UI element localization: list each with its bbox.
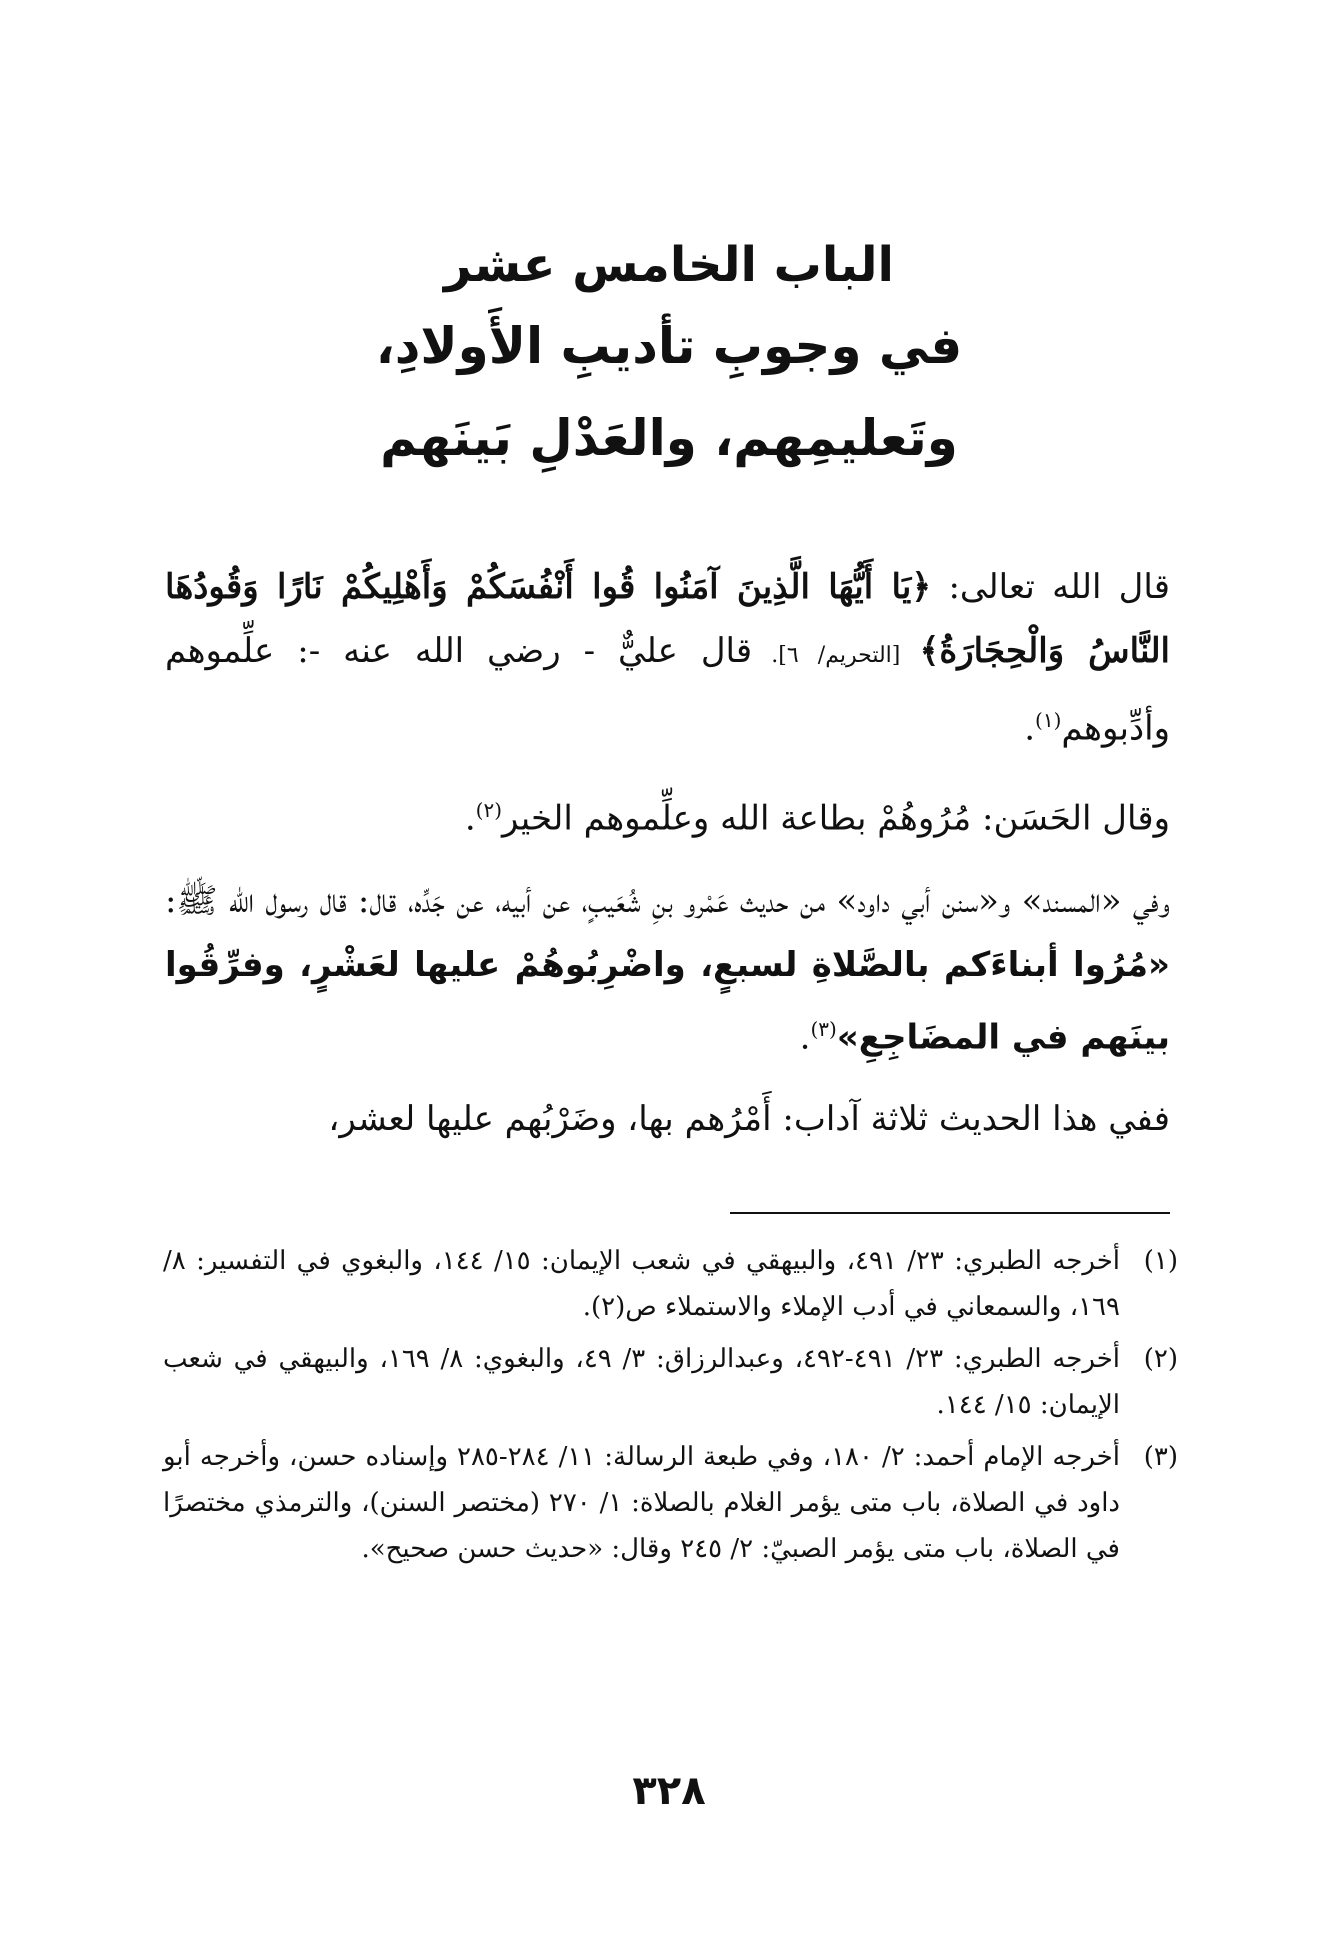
sentence-end: . bbox=[1024, 708, 1036, 749]
sentence-end: . bbox=[464, 798, 476, 839]
footnote-ref-3[interactable]: (٣) bbox=[810, 1016, 837, 1041]
footnote-ref-1[interactable]: (١) bbox=[1035, 708, 1062, 732]
verse-intro: قال الله تعالى: bbox=[931, 567, 1171, 607]
footnote-marker: (١) bbox=[1143, 1246, 1178, 1276]
paragraph-commentary bbox=[165, 1087, 1170, 1151]
footnotes bbox=[163, 1238, 1178, 1578]
footnote-text: أخرجه الطبري: ٢٣/ ٤٩١، والبيهقي في شعب الإيمان: ١٥/ ١٤٤، والبغوي في التفسير: ٨/ ١٦٩، والسمعاني في أدب الإملاء والاستملاء ص(٢). bbox=[163, 1246, 1120, 1322]
sentence-end: . bbox=[799, 1016, 811, 1057]
hasan-saying: وقال الحَسَن: مُرُوهُمْ بطاعة الله وعلِّموهم الخير bbox=[502, 798, 1170, 839]
paragraph-hasan-saying bbox=[165, 778, 1170, 850]
chapter-number: الباب الخامس عشر bbox=[444, 237, 894, 293]
quran-verse: ﴿يَا أَيُّهَا الَّذِينَ آمَنُوا قُوا أَنْفُسَكُمْ وَأَهْلِيكُمْ نَارًا وَقُودُهَا النَّاسُ وَالْحِجَارَةُ﴾ bbox=[165, 567, 1171, 671]
footnote-separator bbox=[730, 1212, 1170, 1214]
paragraph-hadith bbox=[165, 869, 1170, 1069]
footnote-text: أخرجه الإمام أحمد: ٢/ ١٨٠، وفي طبعة الرسالة: ١١/ ٢٨٤-٢٨٥ وإسناده حسن، وأخرجه أبو داود في الصلاة، باب متى يؤمر الغلام بالصلاة: ١/ ٢٧٠ (مختصر السنن)، والترمذي مختصرًا في الصلاة، باب متى يؤمر الصبيّ: ٢/ ٢٤٥ وقال: «حديث حسن صحيح». bbox=[163, 1442, 1120, 1564]
commentary-text: ففي هذا الحديث ثلاثة آداب: أَمْرُهم بها، وضَرْبُهم عليها لعشر، bbox=[328, 1098, 1170, 1139]
verse-reference: [التحريم/ ٦]. bbox=[752, 643, 920, 668]
hadith-chain: وفي «المسند» و«سنن أبي داود» من حديث عَمْرو بنِ شُعَيبٍ، عن أبيه، عن جَدِّه، قال: قال رسول الله ﷺ: bbox=[165, 880, 1171, 921]
footnote-marker: (٢) bbox=[1143, 1344, 1178, 1374]
chapter-title-line-2: وتَعليمِهم، والعَدْلِ بَينَهم bbox=[380, 409, 958, 467]
footnote-text: أخرجه الطبري: ٢٣/ ٤٩١-٤٩٢، وعبدالرزاق: ٣/ ٤٩، والبغوي: ٨/ ١٦٩، والبيهقي في شعب الإيمان: ١٥/ ١٤٤. bbox=[163, 1344, 1121, 1420]
page-number: ٣٢٨ bbox=[632, 1768, 706, 1814]
chapter-heading bbox=[0, 230, 1338, 484]
main-text bbox=[165, 555, 1170, 1169]
chapter-title-line-1: في وجوبِ تأديبِ الأَولادِ، bbox=[375, 317, 963, 375]
hadith-text: «مُرُوا أبناءَكم بالصَّلاةِ لسبعٍ، واضْرِبُوهُمْ عليها لعَشْرٍ، وفرِّقُوا بينَهم في المضَاجِعِ» bbox=[165, 944, 1170, 1057]
footnote-3 bbox=[163, 1434, 1178, 1572]
footnote-1 bbox=[163, 1238, 1178, 1330]
paragraph-quran-verse bbox=[165, 555, 1170, 760]
footnote-2 bbox=[163, 1336, 1178, 1428]
footnote-ref-2[interactable]: (٢) bbox=[475, 798, 503, 823]
ali-saying: قال عليٌّ - رضي الله عنه -: علِّموهم وأدِّبوهم bbox=[165, 631, 1170, 749]
footnote-marker: (٣) bbox=[1143, 1442, 1178, 1472]
